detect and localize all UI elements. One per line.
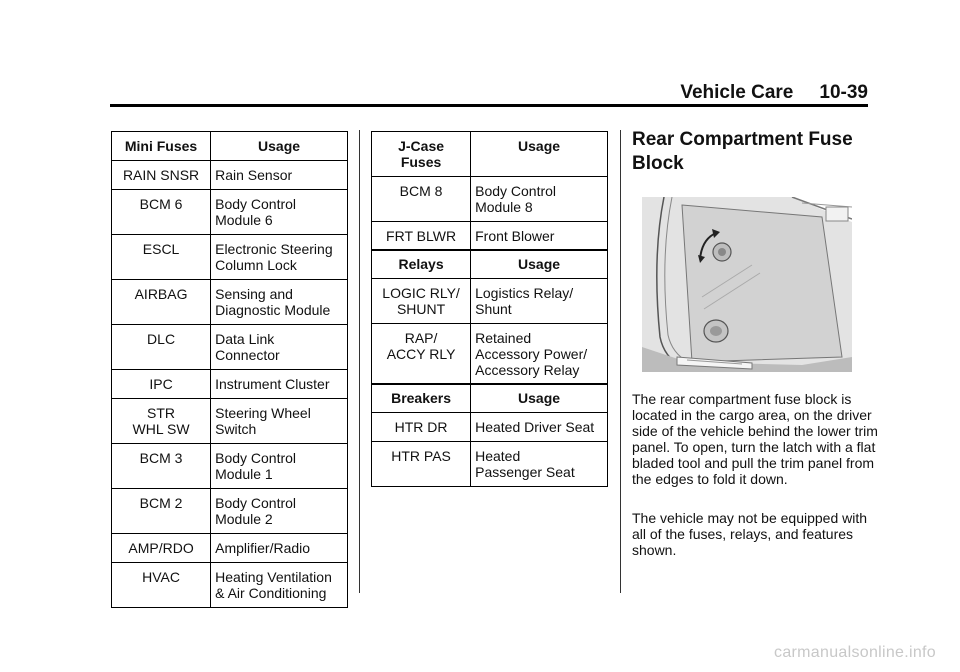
fuse-name-cell: IPC (112, 370, 211, 399)
relays-table (371, 249, 608, 385)
table-row (112, 489, 348, 534)
table-row (112, 399, 348, 444)
column-divider-2 (620, 130, 621, 593)
fuse-name-cell: STR WHL SW (112, 399, 211, 444)
watermark: carmanualsonline.info (774, 644, 936, 661)
table-row (112, 235, 348, 280)
table-row (112, 444, 348, 489)
fuse-name-cell: ESCL (112, 235, 211, 280)
fuse-name-cell: RAIN SNSR (112, 161, 211, 190)
table-header-row (112, 132, 348, 161)
table-row (372, 177, 608, 222)
table-row (372, 324, 608, 385)
fuse-name-cell: HTR PAS (372, 442, 471, 487)
fuse-name-cell: HVAC (112, 563, 211, 608)
column-header-name: Relays (372, 250, 471, 279)
column-header-name: Mini Fuses (112, 132, 211, 161)
column-header-usage: Usage (471, 132, 608, 177)
table-row (372, 442, 608, 487)
usage-cell: Logistics Relay/ Shunt (471, 279, 608, 324)
rear-compartment-illustration (642, 197, 852, 372)
usage-cell: Front Blower (471, 222, 608, 251)
fuse-name-cell: FRT BLWR (372, 222, 471, 251)
column-header-name: Breakers (372, 384, 471, 413)
fuse-name-cell: HTR DR (372, 413, 471, 442)
table-row (112, 161, 348, 190)
paragraph-equipment-note: The vehicle may not be equipped with all of the fuses, relays, and features shown. (632, 510, 868, 558)
usage-cell: Instrument Cluster (211, 370, 348, 399)
usage-cell: Body Control Module 1 (211, 444, 348, 489)
table-row (112, 370, 348, 399)
mini-fuses-table (111, 131, 348, 608)
table-row (372, 222, 608, 251)
header-rule (110, 104, 868, 107)
table-header-row (372, 384, 608, 413)
fuse-name-cell: BCM 3 (112, 444, 211, 489)
table-row (112, 534, 348, 563)
page-header (0, 82, 868, 104)
fuse-name-cell: BCM 8 (372, 177, 471, 222)
column-header-usage: Usage (211, 132, 348, 161)
fuse-name-cell: BCM 6 (112, 190, 211, 235)
fuse-name-cell: AMP/RDO (112, 534, 211, 563)
column-divider-1 (359, 130, 360, 593)
table-header-row (372, 132, 608, 177)
usage-cell: Steering Wheel Switch (211, 399, 348, 444)
usage-cell: Body Control Module 2 (211, 489, 348, 534)
usage-cell: Data Link Connector (211, 325, 348, 370)
fuse-name-cell: BCM 2 (112, 489, 211, 534)
usage-cell: Electronic Steering Column Lock (211, 235, 348, 280)
paragraph-location: The rear compartment fuse block is located in the cargo area, on the driver side of the vehicle behind the lower trim panel. To open, turn the latch with a flat bladed tool and pull the trim panel from the edges to fold it down. (632, 391, 878, 487)
fuse-name-cell: DLC (112, 325, 211, 370)
column-header-usage: Usage (471, 250, 608, 279)
usage-cell: Amplifier/Radio (211, 534, 348, 563)
fuse-name-cell: AIRBAG (112, 280, 211, 325)
usage-cell: Heating Ventilation & Air Conditioning (211, 563, 348, 608)
header-page-number: 10-39 (819, 82, 868, 103)
table-header-row (372, 250, 608, 279)
column-header-usage: Usage (471, 384, 608, 413)
column-header-name: J-Case Fuses (372, 132, 471, 177)
table-row (112, 563, 348, 608)
usage-cell: Sensing and Diagnostic Module (211, 280, 348, 325)
usage-cell: Retained Accessory Power/ Accessory Relay (471, 324, 608, 385)
table-row (372, 279, 608, 324)
header-section-title: Vehicle Care (680, 82, 794, 103)
breakers-table (371, 383, 608, 487)
usage-cell: Body Control Module 6 (211, 190, 348, 235)
table-row (372, 413, 608, 442)
usage-cell: Heated Driver Seat (471, 413, 608, 442)
table-row (112, 325, 348, 370)
usage-cell: Heated Passenger Seat (471, 442, 608, 487)
fuse-name-cell: RAP/ ACCY RLY (372, 324, 471, 385)
jcase-fuses-table (371, 131, 608, 251)
fuse-name-cell: LOGIC RLY/ SHUNT (372, 279, 471, 324)
usage-cell: Body Control Module 8 (471, 177, 608, 222)
table-row (112, 190, 348, 235)
table-row (112, 280, 348, 325)
section-title: Rear Compartment Fuse Block (632, 129, 853, 174)
usage-cell: Rain Sensor (211, 161, 348, 190)
